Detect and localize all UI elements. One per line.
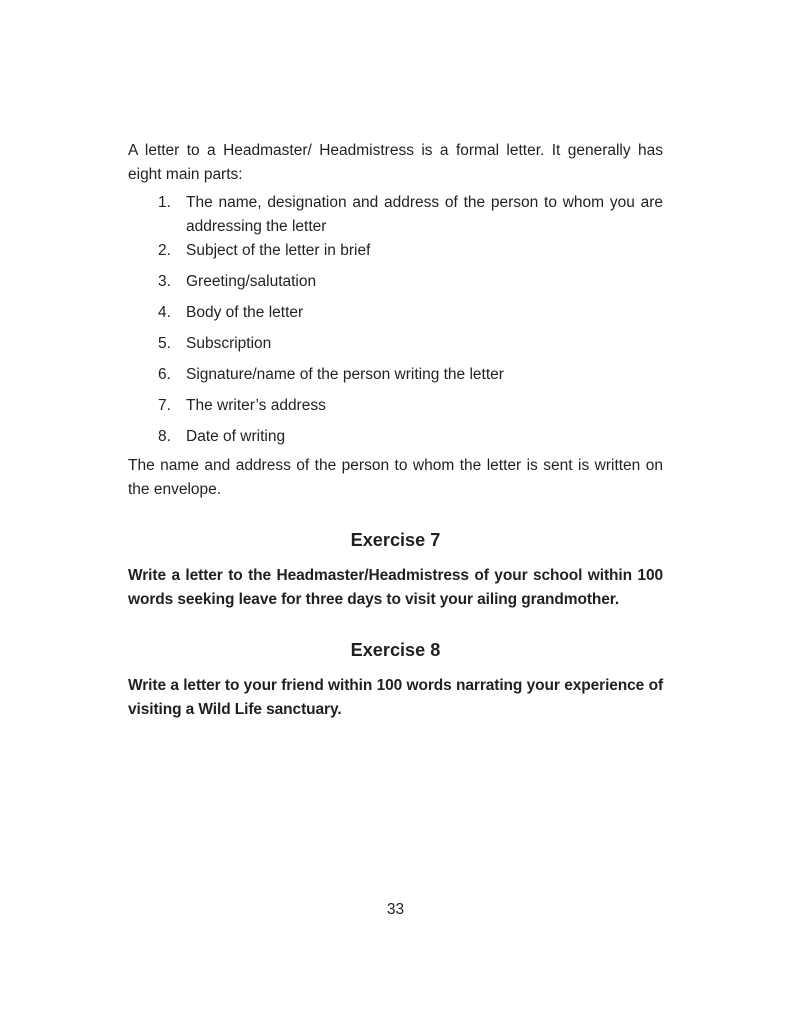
list-item-number: 1. [158, 194, 171, 211]
list-item-number: 4. [158, 304, 171, 321]
page-content [128, 139, 663, 722]
list-item-text: The name, designation and address of the person to whom you are addressing the letter [186, 194, 663, 235]
list-item-number: 5. [158, 335, 171, 352]
list-item-number: 2. [158, 242, 171, 259]
list-item-text: Signature/name of the person writing the letter [186, 366, 504, 383]
list-item-number: 3. [158, 273, 171, 290]
list-item [128, 425, 663, 449]
list-item [128, 270, 663, 294]
list-item-text: Subscription [186, 335, 272, 352]
list-item [128, 301, 663, 325]
list-item-text: Greeting/salutation [186, 273, 317, 290]
list-item-number: 7. [158, 397, 171, 414]
exercise-heading: Exercise 7 [350, 530, 441, 550]
list-item-number: 6. [158, 366, 171, 383]
exercise-heading: Exercise 8 [350, 640, 441, 660]
list-item [128, 363, 663, 387]
list-item [128, 239, 663, 263]
exercise-task: Write a letter to your friend within 100 words narrating your experience of visiting a Wild Life sanctuary. [128, 677, 663, 718]
page-number: 33 [386, 901, 405, 918]
list-item-text: Body of the letter [186, 304, 304, 321]
envelope-paragraph: The name and address of the person to whom the letter is sent is written on the envelope. [128, 457, 663, 498]
list-item-text: Date of writing [186, 428, 286, 445]
list-item [128, 394, 663, 418]
letter-parts-list [128, 191, 663, 449]
list-item-text: The writer’s address [186, 397, 326, 414]
intro-paragraph: A letter to a Headmaster/ Headmistress is a formal letter. It generally has eight main parts: [128, 142, 663, 183]
list-item-text: Subject of the letter in brief [186, 242, 371, 259]
list-item-number: 8. [158, 428, 171, 445]
list-item [128, 332, 663, 356]
list-item [128, 191, 663, 239]
exercise-task: Write a letter to the Headmaster/Headmistress of your school within 100 words seeking leave for three days to visit your ailing grandmother. [128, 567, 663, 608]
